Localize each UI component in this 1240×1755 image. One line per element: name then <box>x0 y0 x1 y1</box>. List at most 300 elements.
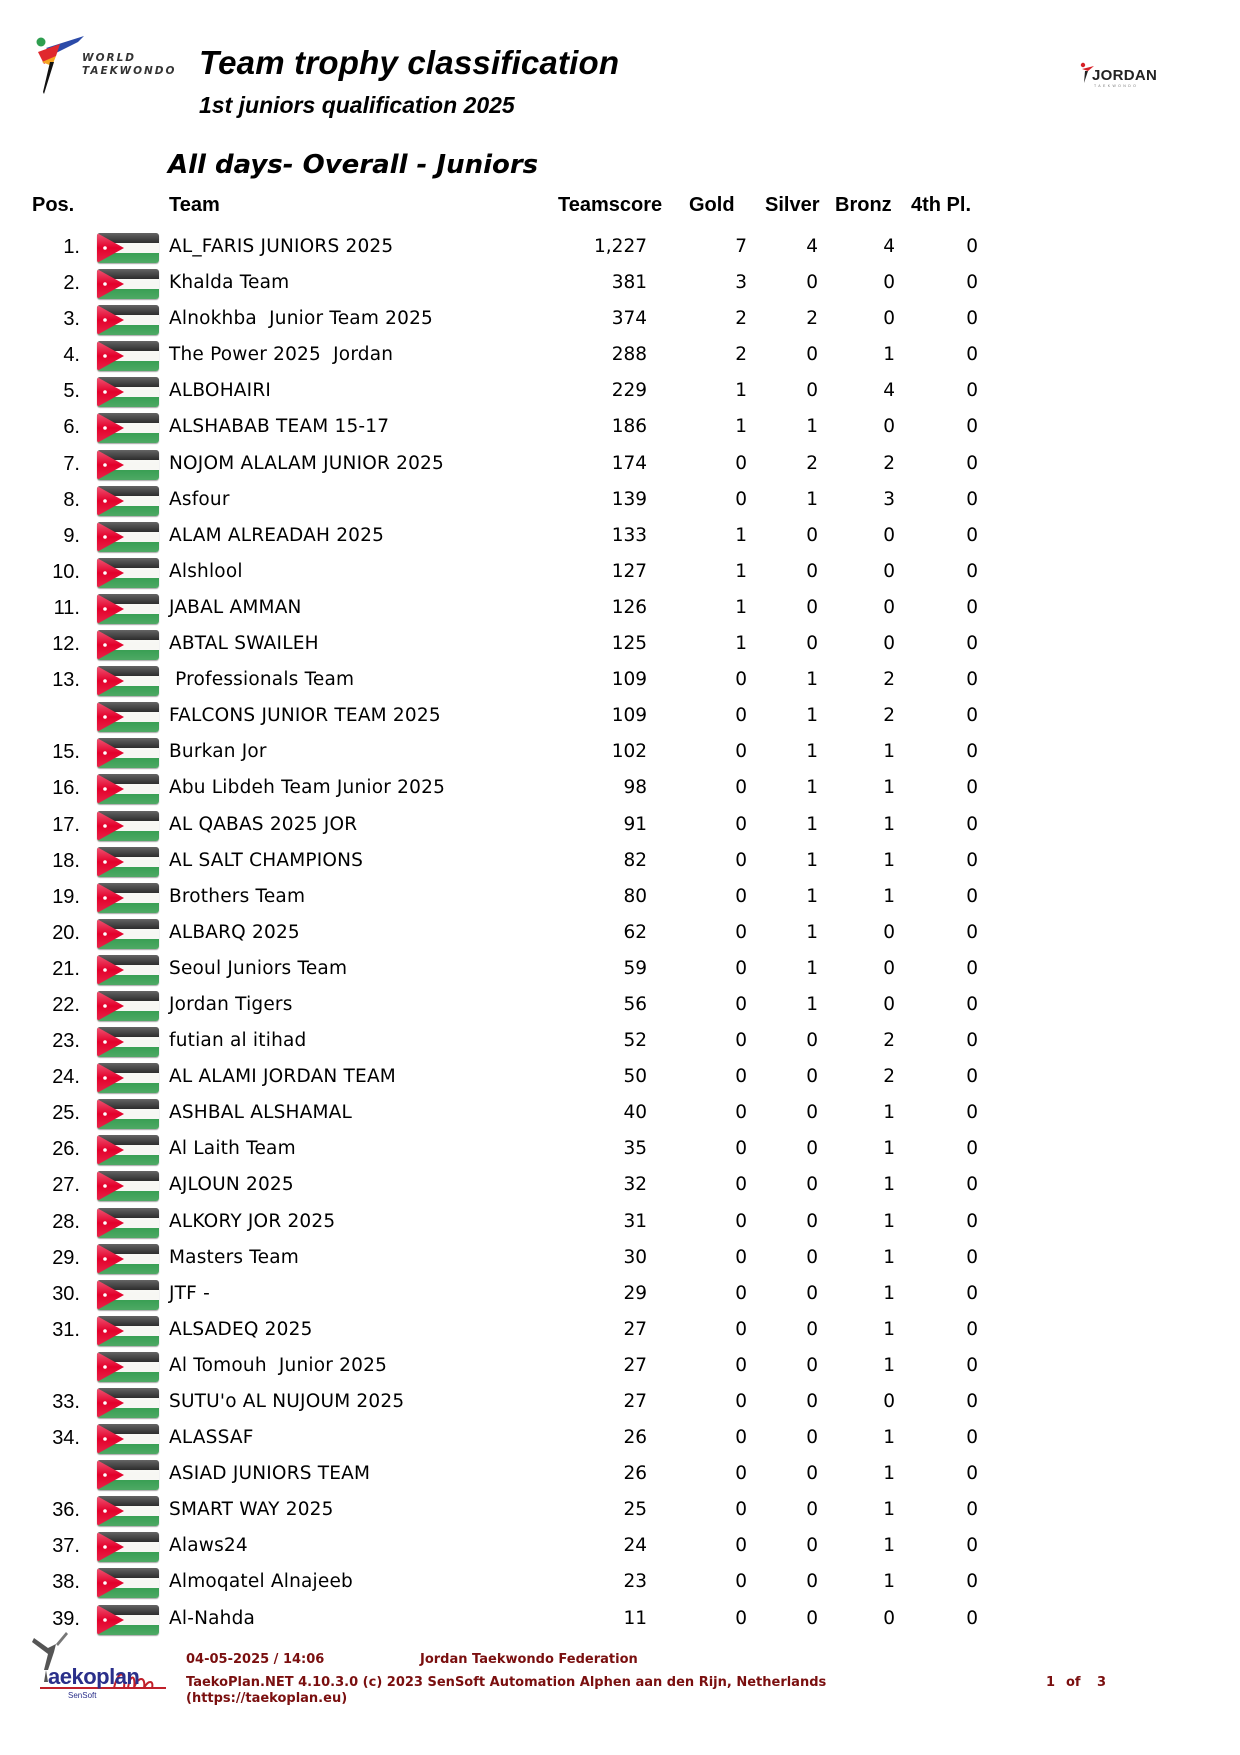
bronze-count: 1 <box>883 1354 895 1376</box>
fourth-place-count: 0 <box>966 741 978 763</box>
fourth-place-count: 0 <box>966 1282 978 1304</box>
teamscore-value: 27 <box>623 1354 647 1376</box>
classification-table <box>0 230 1240 1638</box>
gold-count: 1 <box>735 380 747 402</box>
jordan-flag-icon <box>97 1208 159 1238</box>
jordan-flag-icon <box>97 811 159 841</box>
jordan-flag-icon <box>97 1388 159 1418</box>
team-name: Alaws24 <box>169 1535 248 1557</box>
bronze-count: 1 <box>883 1499 895 1521</box>
fourth-place-count: 0 <box>966 633 978 655</box>
gold-count: 0 <box>735 1210 747 1232</box>
bronze-count: 4 <box>883 236 895 257</box>
table-row <box>0 555 1240 591</box>
jordan-flag-icon <box>97 1352 159 1382</box>
jordan-flag-icon <box>97 305 159 335</box>
teamscore-value: 30 <box>623 1246 647 1268</box>
fourth-place-count: 0 <box>966 1427 978 1449</box>
row-position: 37. <box>52 1535 80 1558</box>
teamscore-value: 381 <box>611 272 647 294</box>
bronze-count: 1 <box>883 1571 895 1593</box>
gold-count: 1 <box>735 524 747 546</box>
team-name: Al Laith Team <box>169 1138 296 1160</box>
teamscore-value: 139 <box>611 488 647 510</box>
gold-count: 0 <box>735 777 747 799</box>
fourth-place-count: 0 <box>966 1066 978 1088</box>
jordan-flag-icon <box>97 991 159 1021</box>
jordan-flag-icon <box>97 1171 159 1201</box>
table-row <box>0 230 1240 266</box>
fourth-place-count: 0 <box>966 596 978 618</box>
bronze-count: 1 <box>883 1246 895 1268</box>
gold-count: 0 <box>735 1535 747 1557</box>
table-row <box>0 1277 1240 1313</box>
bronze-count: 0 <box>883 272 895 294</box>
table-row <box>0 1024 1240 1060</box>
footer-software: TaekoPlan.NET 4.10.3.0 (c) 2023 SenSoft Automation Alphen aan den Rijn, Netherlands <box>186 1675 827 1690</box>
gold-count: 0 <box>735 1246 747 1268</box>
teamscore-value: 1,227 <box>594 236 647 257</box>
silver-count: 0 <box>806 1354 818 1376</box>
silver-count: 0 <box>806 560 818 582</box>
jordan-flag-icon <box>97 1496 159 1526</box>
row-position: 18. <box>52 849 80 872</box>
gold-count: 0 <box>735 1499 747 1521</box>
teamscore-value: 80 <box>623 885 647 907</box>
teamscore-value: 32 <box>623 1174 647 1196</box>
silver-count: 1 <box>806 921 818 943</box>
taekoplan-logo <box>26 1630 171 1705</box>
gold-count: 0 <box>735 849 747 871</box>
bronze-count: 0 <box>883 560 895 582</box>
row-position: 3. <box>63 308 80 331</box>
teamscore-value: 126 <box>611 596 647 618</box>
silver-count: 0 <box>806 1391 818 1412</box>
silver-count: 4 <box>806 236 818 257</box>
fourth-place-count: 0 <box>966 669 978 691</box>
row-position: 5. <box>63 380 80 403</box>
silver-count: 0 <box>806 344 818 366</box>
jordan-flag-icon <box>97 1027 159 1057</box>
silver-count: 0 <box>806 272 818 294</box>
table-row <box>0 771 1240 807</box>
gold-count: 3 <box>735 272 747 294</box>
fourth-place-count: 0 <box>966 236 978 257</box>
silver-count: 0 <box>806 524 818 546</box>
bronze-count: 1 <box>883 1535 895 1557</box>
bronze-count: 1 <box>883 1174 895 1196</box>
column-header-pos: Pos. <box>32 194 75 216</box>
teamscore-value: 186 <box>611 416 647 438</box>
jordan-flag-icon <box>97 630 159 660</box>
gold-count: 0 <box>735 705 747 727</box>
teamscore-value: 102 <box>611 741 647 763</box>
table-row <box>0 410 1240 446</box>
bronze-count: 1 <box>883 1318 895 1340</box>
row-position: 20. <box>52 921 80 944</box>
jordan-logo-subword: TAEKWONDO <box>1094 84 1139 88</box>
table-row <box>0 699 1240 735</box>
team-name: JTF - <box>169 1282 210 1304</box>
table-row <box>0 1060 1240 1096</box>
team-name: Almoqatel Alnajeeb <box>169 1571 353 1593</box>
gold-count: 0 <box>735 885 747 907</box>
fourth-place-count: 0 <box>966 560 978 582</box>
team-name: Al-Nahda <box>169 1607 256 1629</box>
silver-count: 0 <box>806 1210 818 1232</box>
fourth-place-count: 0 <box>966 1535 978 1557</box>
table-row <box>0 916 1240 952</box>
bronze-count: 1 <box>883 1138 895 1160</box>
jordan-flag-icon <box>97 883 159 913</box>
silver-count: 0 <box>806 1463 818 1485</box>
gold-count: 0 <box>735 741 747 763</box>
team-name: Seoul Juniors Team <box>169 957 348 979</box>
gold-count: 0 <box>735 1571 747 1593</box>
team-name: Jordan Tigers <box>169 993 293 1015</box>
gold-count: 0 <box>735 1318 747 1340</box>
teamscore-value: 82 <box>623 849 647 871</box>
team-name: JABAL AMMAN <box>169 596 302 618</box>
team-name: ASIAD JUNIORS TEAM <box>169 1463 371 1485</box>
table-row <box>0 1241 1240 1277</box>
silver-count: 1 <box>806 957 818 979</box>
jordan-flag-icon <box>97 1568 159 1598</box>
row-position: 29. <box>52 1246 80 1269</box>
gold-count: 0 <box>735 1607 747 1629</box>
teamscore-value: 288 <box>611 344 647 366</box>
bronze-count: 0 <box>883 524 895 546</box>
row-position: 4. <box>63 344 80 367</box>
jordan-flag-icon <box>97 377 159 407</box>
gold-count: 0 <box>735 993 747 1015</box>
table-row <box>0 302 1240 338</box>
silver-count: 1 <box>806 993 818 1015</box>
gold-count: 0 <box>735 1138 747 1160</box>
bronze-count: 2 <box>883 1066 895 1088</box>
fourth-place-count: 0 <box>966 308 978 330</box>
team-name: NOJOM ALALAM JUNIOR 2025 <box>169 452 445 474</box>
row-position: 2. <box>63 272 80 295</box>
jordan-flag-icon <box>97 847 159 877</box>
row-position: 21. <box>52 957 80 980</box>
jordan-flag-icon <box>97 1460 159 1490</box>
team-name: ALSHABAB TEAM 15-17 <box>169 416 390 438</box>
gold-count: 0 <box>735 813 747 835</box>
silver-count: 0 <box>806 1102 818 1124</box>
silver-count: 0 <box>806 380 818 402</box>
jordan-flag-icon <box>97 1424 159 1454</box>
jordan-flag-icon <box>97 341 159 371</box>
bronze-count: 1 <box>883 1463 895 1485</box>
fourth-place-count: 0 <box>966 272 978 294</box>
row-position: 30. <box>52 1282 80 1305</box>
fourth-place-count: 0 <box>966 452 978 474</box>
bronze-count: 0 <box>883 1391 895 1412</box>
silver-count: 0 <box>806 1607 818 1629</box>
fourth-place-count: 0 <box>966 1246 978 1268</box>
jordan-flag-icon <box>97 1135 159 1165</box>
bronze-count: 0 <box>883 1607 895 1629</box>
teamscore-value: 98 <box>623 777 647 799</box>
bronze-count: 0 <box>883 957 895 979</box>
jordan-flag-icon <box>97 666 159 696</box>
fourth-place-count: 0 <box>966 705 978 727</box>
row-position: 34. <box>52 1427 80 1450</box>
fourth-place-count: 0 <box>966 524 978 546</box>
gold-count: 0 <box>735 1102 747 1124</box>
team-name: AL ALAMI JORDAN TEAM <box>169 1066 396 1088</box>
team-name: Professionals Team <box>169 669 355 691</box>
row-position: 33. <box>52 1391 80 1413</box>
gold-count: 0 <box>735 1391 747 1412</box>
jordan-flag-icon <box>97 702 159 732</box>
jordan-logo-word: JORDAN <box>1092 67 1158 84</box>
jordan-flag-icon <box>97 233 159 263</box>
page-title: Team trophy classification <box>199 44 620 81</box>
footer-url: (https://taekoplan.eu) <box>186 1691 348 1706</box>
silver-count: 1 <box>806 885 818 907</box>
jordan-flag-icon <box>97 1280 159 1310</box>
teamscore-value: 40 <box>623 1102 647 1124</box>
table-row <box>0 1205 1240 1241</box>
team-name: ASHBAL ALSHAMAL <box>169 1102 353 1124</box>
team-name: Abu Libdeh Team Junior 2025 <box>169 777 446 799</box>
fourth-place-count: 0 <box>966 813 978 835</box>
jordan-flag-icon <box>97 486 159 516</box>
row-position: 11. <box>53 596 80 619</box>
silver-count: 1 <box>806 741 818 763</box>
gold-count: 0 <box>735 452 747 474</box>
team-name: FALCONS JUNIOR TEAM 2025 <box>169 705 441 727</box>
team-name: Masters Team <box>169 1246 299 1268</box>
column-header-bronze: Bronz <box>835 194 892 216</box>
jordan-flag-icon <box>97 594 159 624</box>
silver-count: 0 <box>806 633 818 655</box>
teamscore-value: 27 <box>623 1391 647 1412</box>
row-position: 12. <box>52 633 80 656</box>
fourth-place-count: 0 <box>966 1607 978 1629</box>
silver-count: 0 <box>806 596 818 618</box>
jordan-flag-icon <box>97 1316 159 1346</box>
teamscore-value: 26 <box>623 1463 647 1485</box>
team-name: AL SALT CHAMPIONS <box>169 849 364 871</box>
bronze-count: 0 <box>883 921 895 943</box>
bronze-count: 1 <box>883 885 895 907</box>
teamscore-value: 11 <box>623 1607 647 1629</box>
fourth-place-count: 0 <box>966 957 978 979</box>
jordan-flag-icon <box>97 1244 159 1274</box>
team-name: ALBOHAIRI <box>169 380 272 402</box>
bronze-count: 2 <box>883 1030 895 1052</box>
teamscore-value: 29 <box>623 1282 647 1304</box>
teamscore-value: 125 <box>611 633 647 655</box>
team-name: Alshlool <box>169 560 243 582</box>
silver-count: 0 <box>806 1246 818 1268</box>
bronze-count: 0 <box>883 416 895 438</box>
fourth-place-count: 0 <box>966 1174 978 1196</box>
gold-count: 0 <box>735 957 747 979</box>
fourth-place-count: 0 <box>966 777 978 799</box>
team-name: ALSADEQ 2025 <box>169 1318 313 1340</box>
team-name: Al Tomouh Junior 2025 <box>169 1354 388 1376</box>
row-position: 17. <box>52 813 80 836</box>
row-position: 31. <box>52 1318 80 1341</box>
table-row <box>0 880 1240 916</box>
gold-count: 0 <box>735 1066 747 1088</box>
gold-count: 0 <box>735 669 747 691</box>
row-position: 22. <box>52 993 80 1016</box>
page-number-total: 3 <box>1097 1675 1107 1690</box>
logo-text-taekwondo: TAEKWONDO <box>82 65 177 77</box>
silver-count: 1 <box>806 416 818 438</box>
teamscore-value: 59 <box>623 957 647 979</box>
teamscore-value: 62 <box>623 921 647 943</box>
page-number-of: of <box>1066 1675 1081 1690</box>
teamscore-value: 56 <box>623 993 647 1015</box>
bronze-count: 0 <box>883 308 895 330</box>
footer-organizer: Jordan Taekwondo Federation <box>420 1652 638 1667</box>
kicker-icon <box>34 34 84 96</box>
team-name: futian al itihad <box>169 1030 307 1052</box>
gold-count: 0 <box>735 1427 747 1449</box>
jordan-flag-icon <box>97 955 159 985</box>
fourth-place-count: 0 <box>966 1354 978 1376</box>
team-name: ABTAL SWAILEH <box>169 633 319 655</box>
team-name: Asfour <box>169 488 230 510</box>
fourth-place-count: 0 <box>966 1138 978 1160</box>
team-name: Alnokhba Junior Team 2025 <box>169 308 434 330</box>
jordan-flag-icon <box>97 738 159 768</box>
team-name: SMART WAY 2025 <box>169 1499 334 1521</box>
fourth-place-count: 0 <box>966 416 978 438</box>
bronze-count: 1 <box>883 1282 895 1304</box>
gold-count: 0 <box>735 921 747 943</box>
row-position: 8. <box>63 488 80 511</box>
fourth-place-count: 0 <box>966 1571 978 1593</box>
jordan-flag-icon <box>97 1099 159 1129</box>
jordan-flag-icon <box>97 919 159 949</box>
jordan-flag-icon <box>97 1532 159 1562</box>
fourth-place-count: 0 <box>966 1463 978 1485</box>
table-row <box>0 735 1240 771</box>
table-row <box>0 663 1240 699</box>
jordan-flag-icon <box>97 1063 159 1093</box>
table-row <box>0 447 1240 483</box>
fourth-place-count: 0 <box>966 1318 978 1340</box>
column-header-team: Team <box>169 194 220 216</box>
row-position: 25. <box>52 1102 80 1125</box>
table-row <box>0 1168 1240 1204</box>
table-row <box>0 338 1240 374</box>
silver-count: 0 <box>806 1282 818 1304</box>
fourth-place-count: 0 <box>966 921 978 943</box>
team-name: AL_FARIS JUNIORS 2025 <box>169 236 394 257</box>
table-row <box>0 808 1240 844</box>
silver-count: 1 <box>806 849 818 871</box>
bronze-count: 1 <box>883 741 895 763</box>
page-number-current: 1 <box>1046 1675 1056 1690</box>
gold-count: 0 <box>735 488 747 510</box>
bronze-count: 2 <box>883 452 895 474</box>
teamscore-value: 91 <box>623 813 647 835</box>
column-header-teamscore: Teamscore <box>558 194 663 216</box>
gold-count: 0 <box>735 1282 747 1304</box>
bronze-count: 1 <box>883 777 895 799</box>
fourth-place-count: 0 <box>966 849 978 871</box>
silver-count: 0 <box>806 1066 818 1088</box>
fourth-place-count: 0 <box>966 380 978 402</box>
team-name: Khalda Team <box>169 272 290 294</box>
table-row <box>0 1421 1240 1457</box>
table-row <box>0 1565 1240 1601</box>
table-row <box>0 1385 1240 1421</box>
silver-count: 0 <box>806 1427 818 1449</box>
row-position: 26. <box>52 1138 80 1161</box>
bronze-count: 0 <box>883 993 895 1015</box>
row-position: 28. <box>52 1210 80 1233</box>
teamscore-value: 374 <box>611 308 647 330</box>
fourth-place-count: 0 <box>966 488 978 510</box>
silver-count: 1 <box>806 669 818 691</box>
jordan-flag-icon <box>97 558 159 588</box>
team-name: Burkan Jor <box>169 741 267 763</box>
silver-count: 1 <box>806 777 818 799</box>
bronze-count: 4 <box>883 380 895 402</box>
row-position: 15. <box>52 741 80 764</box>
table-row <box>0 483 1240 519</box>
row-position: 23. <box>52 1030 80 1053</box>
silver-count: 2 <box>806 452 818 474</box>
teamscore-value: 23 <box>623 1571 647 1593</box>
table-row <box>0 952 1240 988</box>
gold-count: 0 <box>735 1463 747 1485</box>
table-row <box>0 1313 1240 1349</box>
teamscore-value: 26 <box>623 1427 647 1449</box>
teamscore-value: 127 <box>611 560 647 582</box>
bronze-count: 3 <box>883 488 895 510</box>
column-header-gold: Gold <box>689 194 735 216</box>
fourth-place-count: 0 <box>966 1210 978 1232</box>
row-position: 36. <box>52 1499 80 1522</box>
teamscore-value: 229 <box>611 380 647 402</box>
team-name: SUTU'o AL NUJOUM 2025 <box>169 1391 405 1412</box>
column-header-silver: Silver <box>765 194 820 216</box>
table-row <box>0 266 1240 302</box>
table-row <box>0 519 1240 555</box>
table-row <box>0 1132 1240 1168</box>
jordan-flag-icon <box>97 269 159 299</box>
teamscore-value: 50 <box>623 1066 647 1088</box>
teamscore-value: 24 <box>623 1535 647 1557</box>
silver-count: 0 <box>806 1138 818 1160</box>
silver-count: 0 <box>806 1174 818 1196</box>
jordan-flag-icon <box>97 413 159 443</box>
teamscore-value: 174 <box>611 452 647 474</box>
row-position: 19. <box>52 885 80 908</box>
row-position: 6. <box>63 416 80 439</box>
silver-count: 0 <box>806 1030 818 1052</box>
bronze-count: 1 <box>883 849 895 871</box>
gold-count: 0 <box>735 1174 747 1196</box>
row-position: 13. <box>52 669 80 692</box>
logo-text-world: WORLD <box>82 52 136 64</box>
gold-count: 1 <box>735 560 747 582</box>
row-position: 24. <box>52 1066 80 1089</box>
row-position: 10. <box>52 560 80 583</box>
teamscore-value: 27 <box>623 1318 647 1340</box>
table-row <box>0 1493 1240 1529</box>
